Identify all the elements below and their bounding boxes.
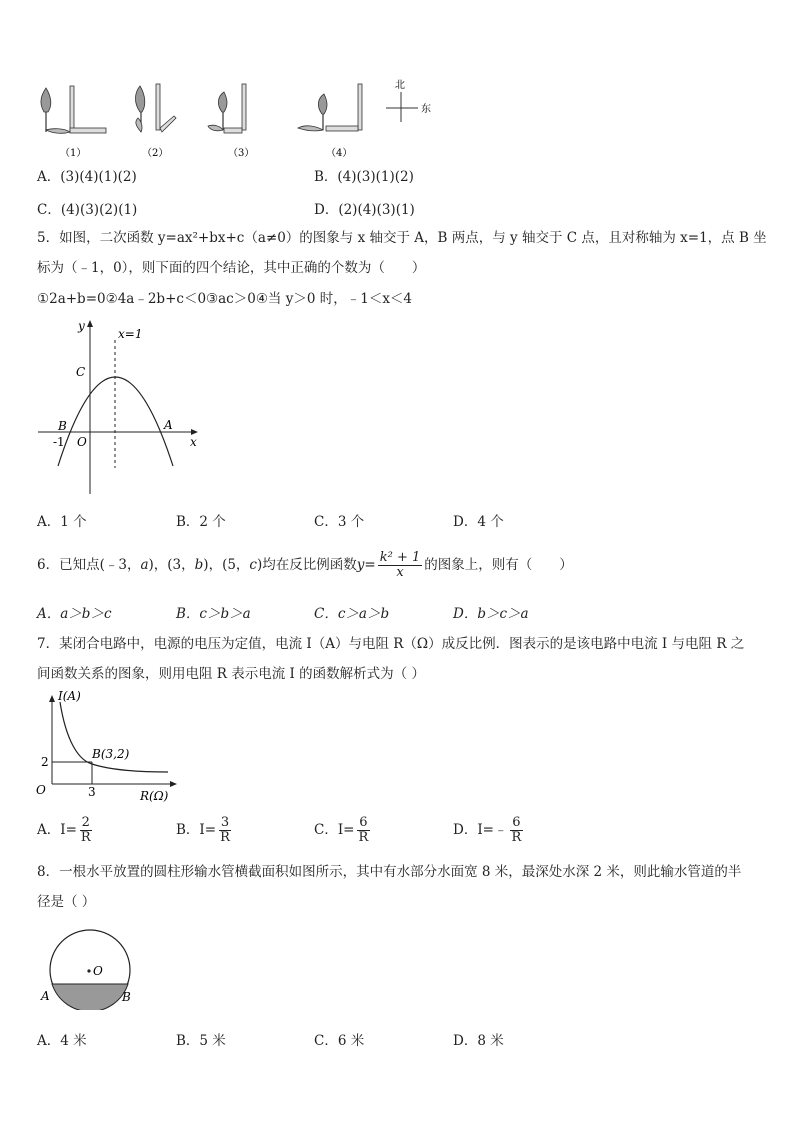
q5-conditions: ①2a+b=0②4a﹣2b+c＜0③ac＞0④当 y＞0 时，﹣1＜x＜4 xyxy=(37,291,413,307)
compass-north: 北 xyxy=(395,80,405,91)
q5-option-d[interactable]: D．4 个 xyxy=(453,514,504,530)
q5-neg-one: -1 xyxy=(53,435,65,449)
q8-text-line2: 径是（ ） xyxy=(37,894,96,910)
shadow-figure-3 xyxy=(208,84,246,133)
q8-option-c[interactable]: C．6 米 xyxy=(314,1033,365,1049)
shadow-figure-4 xyxy=(298,84,362,131)
q4-option-b[interactable]: B．(4)(3)(1)(2) xyxy=(314,169,414,185)
q6-text: 6．已知点(﹣3，a)，(3，b)，(5，c)均在反比例函数y= $\frac{\text{k² + 1}}{x}$ 的图象上，则有（ ） xyxy=(37,550,573,580)
q8-center-o: O xyxy=(93,964,103,978)
q6-option-a[interactable]: A．a＞b＞c xyxy=(37,606,112,622)
shadow-figure-2 xyxy=(135,84,176,132)
q5-y-axis-label: y xyxy=(78,319,85,333)
q5-symmetry-label: x=1 xyxy=(118,327,143,341)
shadow-figures xyxy=(30,72,450,164)
q8-point-a: A xyxy=(41,989,50,1003)
q6-option-c[interactable]: C．c＞a＞b xyxy=(314,606,390,622)
q6-option-d[interactable]: D．b＞c＞a xyxy=(453,606,529,622)
q6-option-b[interactable]: B．c＞b＞a xyxy=(176,606,251,622)
compass-icon xyxy=(386,79,431,122)
q8-option-d[interactable]: D．8 米 xyxy=(453,1033,504,1049)
q7-text-line2: 间函数关系的图象，则用电阻 R 表示电流 I 的函数解析式为（ ） xyxy=(37,666,425,682)
q8-pipe-figure xyxy=(36,928,146,1010)
q5-point-a: A xyxy=(164,418,173,432)
q7-option-a[interactable]: A．I= $\frac{2}{R}$ xyxy=(37,815,91,845)
q6-fraction: $\frac{\text{k² + 1}}{x}$ xyxy=(379,550,421,580)
q8-option-a[interactable]: A．4 米 xyxy=(37,1033,87,1049)
q7-y-axis-label: I(A) xyxy=(58,690,81,703)
q7-inverse-graph xyxy=(34,690,184,802)
q8-point-b: B xyxy=(122,990,131,1004)
q7-tick-2: 2 xyxy=(41,755,49,769)
q5-option-c[interactable]: C．3 个 xyxy=(314,514,365,530)
q4-option-c[interactable]: C．(4)(3)(2)(1) xyxy=(37,202,138,218)
q5-option-a[interactable]: A．1 个 xyxy=(37,514,87,530)
q5-text-line2: 标为（﹣1，0），则下面的四个结论，其中正确的个数为（ ） xyxy=(37,260,426,276)
q5-option-b[interactable]: B．2 个 xyxy=(176,514,226,530)
q7-tick-3: 3 xyxy=(88,785,96,799)
q7-origin: O xyxy=(36,783,46,797)
q5-x-axis-label: x xyxy=(190,435,197,449)
shadow-label-3: （3） xyxy=(228,148,255,159)
q5-point-c: C xyxy=(76,365,86,379)
shadow-figure-1 xyxy=(41,86,106,133)
q7-option-c[interactable]: C．I= $\frac{6}{R}$ xyxy=(314,815,369,845)
q8-text-line1: 8．一根水平放置的圆柱形输水管横截面积如图所示，其中有水部分水面宽 8 米，最深处水深 2 米，则此输水管道的半 xyxy=(37,864,742,880)
q5-text-line1: 5．如图，二次函数 y=ax²+bx+c（a≠0）的图象与 x 轴交于 A，B 两点，与 y 轴交于 C 点，且对称轴为 x=1，点 B 坐 xyxy=(37,230,767,246)
q4-option-a[interactable]: A．(3)(4)(1)(2) xyxy=(37,169,137,185)
q7-point-b: B(3,2) xyxy=(92,747,130,761)
q4-option-d[interactable]: D．(2)(4)(3)(1) xyxy=(314,202,415,218)
q5-origin: O xyxy=(77,435,87,449)
shadow-label-4: （4） xyxy=(326,148,353,159)
q7-option-b[interactable]: B．I= $\frac{3}{R}$ xyxy=(176,815,230,845)
shadow-label-1: （1） xyxy=(60,148,87,159)
q8-option-b[interactable]: B．5 米 xyxy=(176,1033,226,1049)
q7-text-line1: 7．某闭合电路中，电源的电压为定值，电流 I（A）与电阻 R（Ω）成反比例．图表示的是该电路中电流 I 与电阻 R 之 xyxy=(37,636,745,652)
compass-east: 东 xyxy=(421,104,431,115)
q5-parabola-graph xyxy=(36,318,216,498)
shadow-label-2: （2） xyxy=(142,148,169,159)
q7-x-axis-label: R(Ω) xyxy=(140,789,169,802)
q5-point-b: B xyxy=(58,419,67,433)
q7-option-d[interactable]: D．I=﹣ $\frac{6}{R}$ xyxy=(453,815,522,845)
